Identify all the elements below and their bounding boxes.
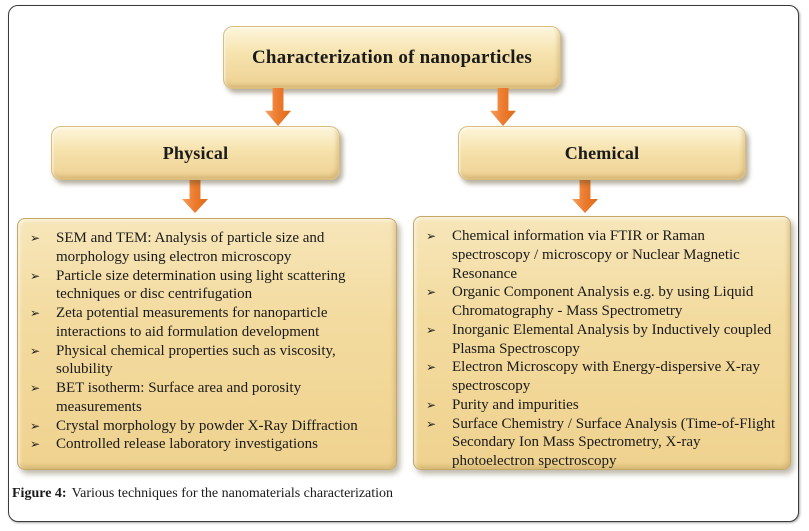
arrowhead-bullet-icon: ➢ <box>426 360 437 375</box>
technique-text: Chemical information via FTIR or Raman spectroscopy / microscopy or Nuclear Magnetic Resonance <box>452 228 740 282</box>
branch-node-chemical <box>458 126 746 180</box>
list-item <box>30 267 386 305</box>
root-node-label: Characterization of nanoparticles <box>252 46 532 68</box>
list-item <box>426 396 780 415</box>
arrowhead-bullet-icon: ➢ <box>30 268 41 283</box>
list-item <box>30 417 386 436</box>
list-item <box>426 227 780 283</box>
list-item <box>426 415 780 471</box>
list-item <box>30 229 386 267</box>
arrowhead-bullet-icon: ➢ <box>30 418 41 433</box>
list-item <box>426 321 780 359</box>
physical-techniques-list <box>30 229 386 454</box>
branch-physical-label: Physical <box>162 142 229 163</box>
arrowhead-bullet-icon: ➢ <box>426 397 437 412</box>
arrowhead-bullet-icon: ➢ <box>426 416 437 431</box>
branch-node-physical <box>51 126 340 180</box>
physical-techniques-panel <box>17 218 397 470</box>
arrowhead-bullet-icon: ➢ <box>30 343 41 358</box>
arrowhead-bullet-icon: ➢ <box>426 285 437 300</box>
branch-chemical-label: Chemical <box>564 142 640 163</box>
chemical-techniques-panel <box>413 216 791 470</box>
technique-text: Electron Microscopy with Energy-dispersive X-ray spectroscopy <box>452 359 760 394</box>
figure-caption <box>12 486 393 502</box>
arrowhead-bullet-icon: ➢ <box>30 381 41 395</box>
figure-caption-label: Figure 4: <box>12 486 67 501</box>
root-node <box>223 26 561 89</box>
technique-text: Purity and impurities <box>452 396 579 413</box>
arrowhead-bullet-icon: ➢ <box>426 229 437 243</box>
technique-text: Physical chemical properties such as viscosity, solubility <box>56 342 336 378</box>
arrowhead-bullet-icon: ➢ <box>30 306 41 320</box>
list-item <box>30 342 386 380</box>
arrowhead-bullet-icon: ➢ <box>426 322 437 337</box>
arrowhead-bullet-icon: ➢ <box>30 231 41 245</box>
list-item <box>426 283 780 321</box>
list-item <box>30 435 386 454</box>
technique-text: SEM and TEM: Analysis of particle size and morphology using electron microscopy <box>56 230 325 265</box>
figure-caption-text: Various techniques for the nanomaterials characterization <box>71 486 394 501</box>
list-item <box>30 379 386 417</box>
technique-text: Surface Chemistry / Surface Analysis (Time-of-Flight Secondary Ion Mass Spectrometry, X-ray photoelectron spectroscopy <box>452 415 776 469</box>
technique-text: Particle size determination using light scattering techniques or disc centrifugation <box>56 267 346 303</box>
chemical-techniques-list <box>426 227 780 471</box>
list-item <box>426 358 780 396</box>
technique-text: Organic Component Analysis e.g. by using Liquid Chromatography - Mass Spectrometry <box>452 284 754 319</box>
technique-text: Controlled release laboratory investigations <box>56 436 319 453</box>
technique-text: Crystal morphology by powder X-Ray Diffraction <box>56 417 358 434</box>
arrowhead-bullet-icon: ➢ <box>30 437 41 452</box>
list-item <box>30 304 386 342</box>
technique-text: Zeta potential measurements for nanoparticle interactions to aid formulation development <box>56 305 328 340</box>
technique-text: BET isotherm: Surface area and porosity measurements <box>56 380 302 415</box>
technique-text: Inorganic Elemental Analysis by Inductively coupled Plasma Spectroscopy <box>452 321 772 357</box>
